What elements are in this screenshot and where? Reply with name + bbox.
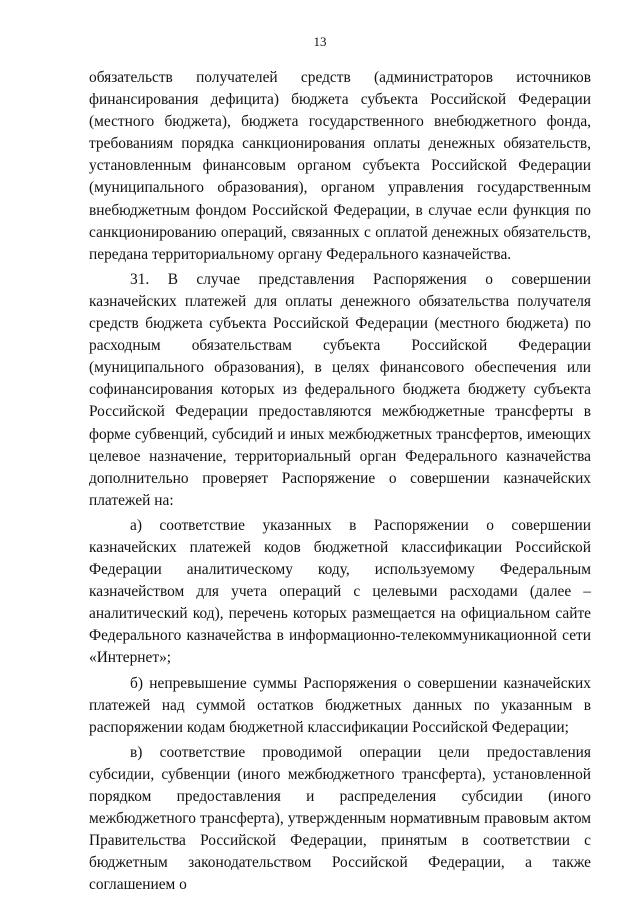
subitem-b: б) непревышение суммы Распоряжения о совершении казначейских платежей над суммой остатков бюджетных данных по указанным в распоряжении кодам бюджетной классификации Российской Федерации; xyxy=(89,674,591,736)
paragraph-continuation: обязательств получателей средств (администраторов источников финансирования дефицита) бюджета субъекта Российской Федерации (местного бюджета), бюджета государственного внебюджетного фонда, требованиям порядка санкционирования оплаты денежных обязательств, установленным финансовым органом субъекта Российской Федерации (муниципального образования), органом управления государственным внебюджетным фондом Российской Федерации, в случае если функция по санкционированию операций, связанных с оплатой денежных обязательств, передана территориальному органу Федерального казначейства. xyxy=(89,69,591,263)
subitem-a: а) соответствие указанных в Распоряжении о совершении казначейских платежей кодов бюджетной классификации Российской Федерации аналитическому коду, используемому Федеральным казначейством для учета операций с целевыми расходами (далее – аналитический код), перечень которых размещается на официальном сайте Федерального казначейства в информационно-телекоммуникационной сети «Интернет»; xyxy=(89,516,591,667)
page-number: 13 xyxy=(313,34,327,49)
subitem-v: в) соответствие проводимой операции цели предоставления субсидии, субвенции (иного межбюджетного трансферта), установленной порядком предоставления и распределения субсидии (иного межбюджетного трансферта), утвержденным нормативным правовым актом Правительства Российской Федерации, принятым в соответствии с бюджетным законодательством Российской Федерации, а также соглашением о xyxy=(89,743,591,894)
document-body xyxy=(89,67,591,896)
paragraph-item-31: 31. В случае представления Распоряжения о совершении казначейских платежей для оплаты денежного обязательства получателя средств бюджета субъекта Российской Федерации (местного бюджета) по расходным обязательствам субъекта Российской Федерации (муниципального образования), в целях финансового обеспечения или софинансирования которых из федерального бюджета бюджету субъекта Российской Федерации предоставляются межбюджетные трансферты в форме субвенций, субсидий и иных межбюджетных трансфертов, имеющих целевое назначение, территориальный орган Федерального казначейства дополнительно проверяет Распоряжение о совершении казначейских платежей на: xyxy=(89,270,591,509)
